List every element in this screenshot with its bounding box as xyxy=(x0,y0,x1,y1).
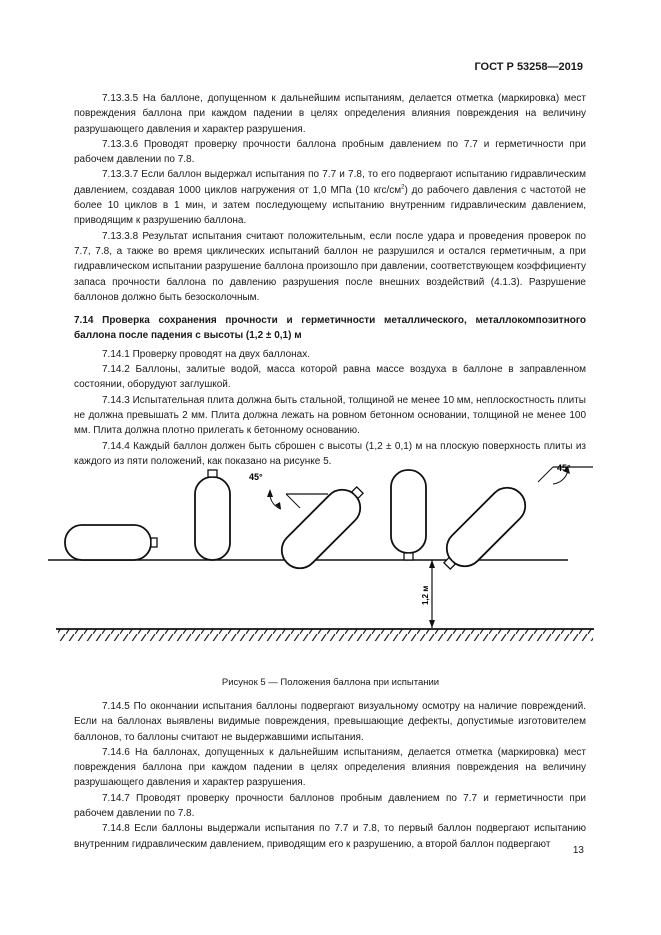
cylinder-vertical-down xyxy=(391,470,426,560)
paragraph-7-13-3-7-part2: ) до рабочего давления с частотой не более 10 циклов в 1 мин, и затем последующему испытанию внутренним гидравлическим давлением, приводящим к разрушению баллона. xyxy=(74,184,586,227)
paragraph-7-14-8: 7.14.8 Если баллоны выдержали испытания по 7.7 и 7.8, то первый баллон подвергают испытанию внутренним гидравлическим давлением, приводящим его к разрушению, а второй баллон подвергают xyxy=(74,823,586,850)
paragraph-7-14-2: 7.14.2 Баллоны, залитые водой, масса которой равна массе воздуха в баллоне в заправленном состоянии, оборудуют заглушкой. xyxy=(74,364,586,391)
angle-label-left: 45° xyxy=(249,472,263,482)
paragraph-7-13-3-5: 7.13.3.5 На баллоне, допущенном к дальнейшим испытаниям, делается отметка (маркировка) мест повреждения баллона при каждом падении в целях определения влияния повреждения на величину разрушающего давления и характер разрушения. xyxy=(74,93,586,135)
paragraph-7-14-4: 7.14.4 Каждый баллон должен быть сброшен с высоты (1,2 ± 0,1) м на плоскую поверхность плиты из каждого из пяти положений, как показано на рисунке 5. xyxy=(74,440,586,467)
height-label: 1,2 м xyxy=(421,585,430,605)
text-block-lower xyxy=(74,699,586,852)
cylinder-vertical-up xyxy=(195,470,230,560)
paragraph-7-13-3-7 xyxy=(74,167,586,228)
section-heading-7-14: 7.14 Проверка сохранения прочности и герметичности металлического, металлокомпозитного баллона после падения с высоты (1,2 ± 0,1) м xyxy=(74,315,586,342)
paragraph-7-13-3-7-part1: 7.13.3.7 Если баллон выдержал испытания по 7.7 и 7.8, то его подвергают испытанию гидравлическим давлением, создавая 1000 циклов нагружения от 1,0 МПа (10 кгс/см xyxy=(74,169,586,196)
paragraph-7-14-6: 7.14.6 На баллонах, допущенных к дальнейшим испытаниям, делается отметка (маркировка) мест повреждения баллона при каждом падении в целях определения влияния повреждения на величину разрушающего давления и характер разрушения. xyxy=(74,746,586,789)
cylinder-horizontal xyxy=(65,525,157,560)
figure-caption: Рисунок 5 — Положения баллона при испытании xyxy=(221,677,440,688)
figure-cylinder-positions xyxy=(48,442,608,642)
superscript-2: 2 xyxy=(401,184,405,191)
angle-label-right: 45° xyxy=(557,463,571,473)
paragraph-7-13-3-8: 7.13.3.8 Результат испытания считают положительным, если после удара и проведения проверок по 7.7, 7.8, а также во время циклических испытаний баллон не разрушился и остался герметичным, а при гидравлическом испытании разрушение баллона произошло при давлении, соответствующем коэффициенту запаса прочности баллона по давлению разрушения после внешних воздействий (4.1.3). Разрушение баллонов должно быть безосколочным. xyxy=(74,230,586,303)
cylinder-tilted-right xyxy=(434,480,532,578)
document-code: ГОСТ Р 53258—2019 xyxy=(474,61,583,73)
paragraph-7-13-3-6: 7.13.3.6 Проводят проверку прочности баллона пробным давлением по 7.7 и герметичности при рабочем давлении по 7.8. xyxy=(74,138,586,166)
paragraph-7-14-1: 7.14.1 Проверку проводят на двух баллонах. xyxy=(102,348,311,360)
paragraph-7-14-7: 7.14.7 Проводят проверку прочности баллонов пробным давлением по 7.7 и герметичности при рабочем давлении по 7.8. xyxy=(74,792,586,820)
paragraph-7-14-5: 7.14.5 По окончании испытания баллоны подвергают визуальному осмотру на наличие повреждений. Если на баллонах выявлены видимые повреждения, превышающие дефекты, допустимые изготовителем баллонов, то баллоны считают не выдержавшими испытания. xyxy=(74,701,586,743)
cylinder-tilted-left xyxy=(274,477,372,575)
paragraph-7-14-3: 7.14.3 Испытательная плита должна быть стальной, толщиной не менее 10 мм, неплоскостность плиты не должна превышать 2 мм. Плита должна лежать на ровном бетонном основании, толщиной не менее 100 мм. Плита должна плотно прилегать к бетонному основанию. xyxy=(74,394,586,437)
ground-hatching xyxy=(58,629,593,641)
text-block-upper xyxy=(74,91,586,469)
page-number: 13 xyxy=(572,845,584,856)
